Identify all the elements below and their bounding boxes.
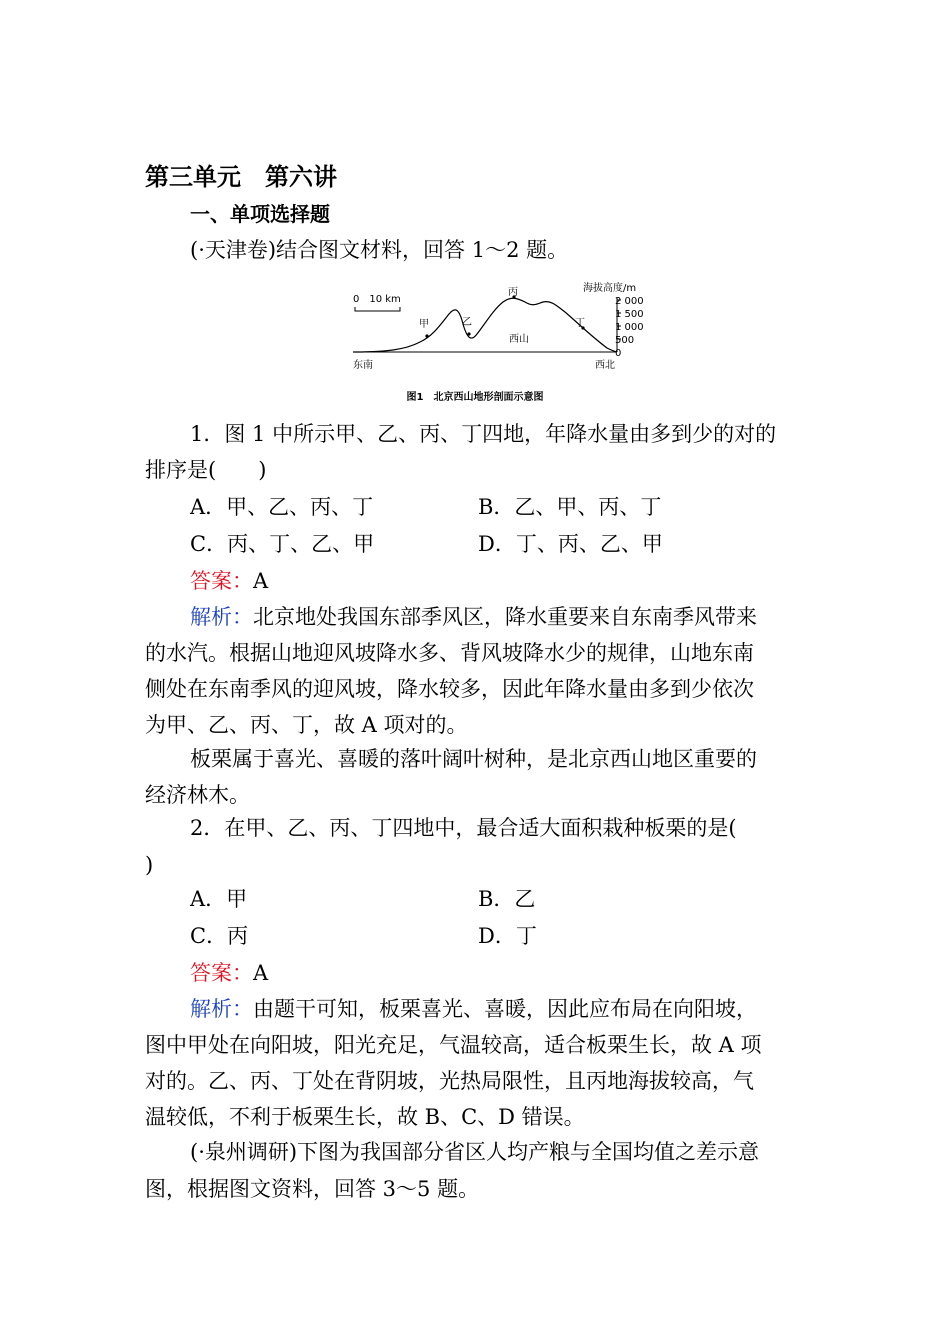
analysis-label: 解析： (190, 997, 253, 1021)
q1-analysis-line4: 为甲、乙、丙、丁，故 A 项对的。 (145, 713, 468, 737)
q2-option-c: C．丙 (190, 924, 249, 948)
q1-stem-line2: 排序是( ) (145, 458, 267, 482)
q2-analysis-line1 (190, 995, 757, 1023)
q1-analysis-line1 (190, 603, 757, 631)
point-yi (467, 332, 470, 335)
q1-answer (190, 567, 268, 595)
analysis-text: 由题干可知，板栗喜光、喜暖，因此应布局在向阳坡， (253, 997, 757, 1021)
analysis-text: 北京地处我国东部季风区，降水重要来自东南季风带来 (253, 605, 757, 629)
tick-500: 500 (615, 335, 635, 346)
axis-title: 海拔高度/m (583, 283, 637, 294)
q2-analysis-line3: 对的。乙、丙、丁处在背阴坡，光热局限性，且丙地海拔较高，气 (145, 1069, 754, 1093)
analysis-label: 解析： (190, 605, 253, 629)
label-yi: 乙 (462, 317, 472, 328)
q1-option-a: A．甲、乙、丙、丁 (190, 495, 374, 519)
material-line1: 板栗属于喜光、喜暖的落叶阔叶树种，是北京西山地区重要的 (190, 747, 757, 771)
q1-option-d: D．丁、丙、乙、甲 (478, 532, 663, 556)
q2-stem-line2: ) (145, 853, 154, 877)
figure-caption: 图1 北京西山地形剖面示意图 (406, 392, 544, 403)
tick-2000: 2 000 (615, 296, 644, 307)
intro-q1-2: (·天津卷)结合图文材料，回答 1～2 题。 (190, 238, 569, 262)
label-northwest: 西北 (595, 360, 615, 371)
label-bing: 丙 (508, 287, 518, 298)
tick-0: 0 (615, 348, 622, 359)
label-xishan: 西山 (509, 334, 529, 345)
material-line2: 经济林木。 (145, 783, 250, 807)
scale-label: 0 10 km (353, 294, 401, 305)
q2-option-d: D．丁 (478, 924, 537, 948)
tick-1500: 1 500 (615, 309, 644, 320)
intro-q3-5-line1: (·泉州调研)下图为我国部分省区人均产粮与全国均值之差示意 (190, 1140, 760, 1164)
label-ding: 丁 (575, 318, 585, 329)
q2-analysis-line2: 图中甲处在向阳坡，阳光充足，气温较高，适合板栗生长，故 A 项 (145, 1033, 762, 1057)
unit-heading: 第三单元 第六讲 (145, 163, 337, 191)
scale-bar (355, 307, 400, 311)
q1-analysis-line3: 侧处在东南季风的迎风坡，降水较多，因此年降水量由多到少依次 (145, 677, 754, 701)
answer-value: A (253, 961, 269, 985)
label-jia: 甲 (419, 319, 429, 330)
answer-label: 答案： (190, 961, 253, 985)
q1-stem-line1: 1．图 1 中所示甲、乙、丙、丁四地，年降水量由多到少的对的 (190, 422, 777, 446)
q2-option-a: A．甲 (190, 887, 248, 911)
answer-label: 答案： (190, 569, 253, 593)
q1-analysis-line2: 的水汽。根据山地迎风坡降水多、背风坡降水少的规律，山地东南 (145, 641, 754, 665)
point-jia (425, 334, 428, 337)
q2-option-b: B．乙 (478, 887, 536, 911)
terrain-profile-figure (345, 280, 645, 405)
q2-stem-line1: 2．在甲、乙、丙、丁四地中，最合适大面积栽种板栗的是( (190, 816, 737, 840)
intro-q3-5-line2: 图，根据图文资料，回答 3～5 题。 (145, 1177, 480, 1201)
q1-option-c: C．丙、丁、乙、甲 (190, 532, 375, 556)
q2-analysis-line4: 温较低，不利于板栗生长，故 B、C、D 错误。 (145, 1105, 585, 1129)
q2-answer (190, 959, 268, 987)
q1-option-b: B．乙、甲、丙、丁 (478, 495, 662, 519)
label-southeast: 东南 (353, 360, 373, 371)
section-heading: 一、单项选择题 (190, 202, 330, 226)
tick-1000: 1 000 (615, 322, 644, 333)
answer-value: A (253, 569, 269, 593)
